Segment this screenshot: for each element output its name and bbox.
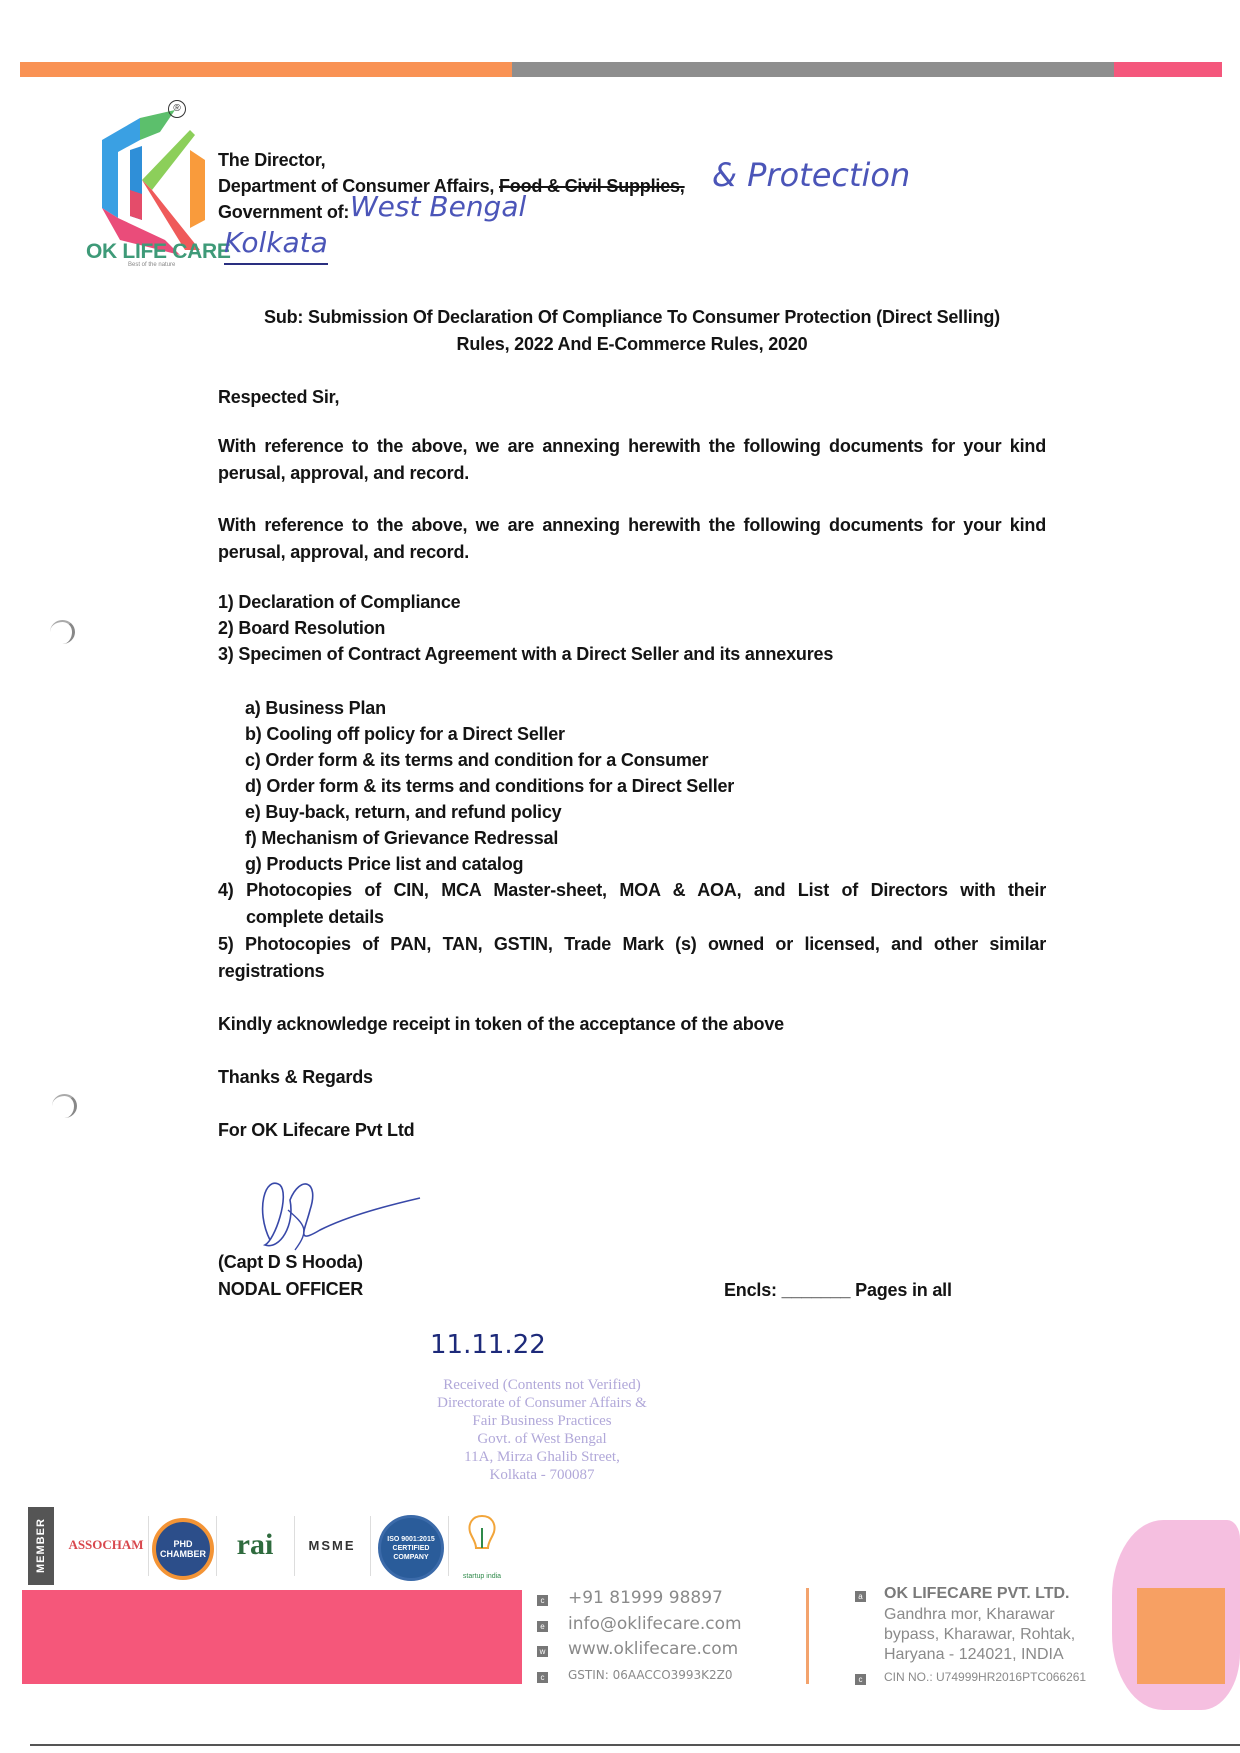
department-printed: Department of Consumer Affairs, (218, 176, 495, 196)
member-label: MEMBER (28, 1507, 54, 1585)
separator (448, 1516, 449, 1576)
footer-divider (806, 1588, 809, 1684)
punch-hole-mark (52, 1094, 77, 1118)
separator (294, 1516, 295, 1576)
sub-list-item: b) Cooling off policy for a Direct Seller (245, 724, 565, 744)
rai-logo: rai (236, 1528, 274, 1561)
signature-icon (250, 1170, 430, 1260)
separator (148, 1516, 149, 1576)
header-bar-pink (1114, 62, 1222, 77)
sub-list-item: f) Mechanism of Grievance Redressal (245, 828, 559, 848)
company-cin: CIN NO.: U74999HR2016PTC066261 (884, 1670, 1087, 1684)
web-icon: w (537, 1646, 548, 1657)
paragraph-1: With reference to the above, we are annexing herewith the following documents for your kind perusal, approval, and record. (218, 436, 1046, 483)
address-line: Gandhra mor, Kharawar (884, 1606, 1055, 1623)
handwritten-city: Kolkata (224, 226, 328, 265)
signatory-title: NODAL OFFICER (218, 1279, 364, 1299)
iso-certified-logo: ISO 9001:2015 CERTIFIED COMPANY (378, 1515, 444, 1581)
contact-email[interactable]: info@oklifecare.com (568, 1614, 742, 1634)
received-date-handwritten: 11.11.22 (430, 1330, 546, 1360)
header-bar-orange (20, 62, 512, 77)
handwritten-protection: & Protection (712, 156, 911, 194)
separator (216, 1516, 217, 1576)
phd-chamber-logo: PHD CHAMBER (152, 1518, 214, 1580)
startup-india-logo: startup india (462, 1573, 502, 1580)
cin-icon: c (855, 1674, 866, 1685)
list-item: 1) Declaration of Compliance (218, 592, 461, 612)
brand-tagline: Best of the nature (128, 262, 176, 268)
sub-list-item: c) Order form & its terms and condition for a Consumer (245, 750, 709, 770)
list-item-4-continued: complete details (246, 907, 384, 927)
for-company: For OK Lifecare Pvt Ltd (218, 1120, 415, 1140)
enclosures-blank: _______ (781, 1280, 851, 1300)
closing: Thanks & Regards (218, 1067, 373, 1087)
contact-website[interactable]: www.oklifecare.com (568, 1639, 739, 1659)
address-line: bypass, Kharawar, Rohtak, (884, 1626, 1076, 1643)
gstin-icon: c (537, 1672, 548, 1683)
msme-logo: MSME (308, 1537, 356, 1553)
registered-trademark-icon: ® (168, 100, 186, 118)
list-item-5-continued: registrations (218, 961, 325, 981)
header-bar-gray (512, 62, 1114, 77)
list-item-5: 5) Photocopies of PAN, TAN, GSTIN, Trade Mark (s) owned or licensed, and other similar (218, 934, 1046, 954)
subject-line-2: Rules, 2022 And E-Commerce Rules, 2020 (456, 334, 808, 354)
punch-hole-mark (50, 620, 75, 644)
contact-phone[interactable]: +91 81999 98897 (568, 1588, 723, 1608)
handwritten-state: West Bengal (350, 190, 527, 223)
company-name: OK LIFECARE PVT. LTD. (884, 1585, 1070, 1602)
salutation: Respected Sir, (218, 387, 340, 407)
address-line: Haryana - 124021, INDIA (884, 1646, 1064, 1663)
assocham-logo: ASSOCHAM (68, 1537, 144, 1552)
list-item: 2) Board Resolution (218, 618, 386, 638)
paragraph-2: With reference to the above, we are annexing herewith the following documents for your kind perusal, approval, and record. (218, 515, 1046, 562)
subject-line-1: Sub: Submission Of Declaration Of Compliance To Consumer Protection (Direct Selling) (264, 307, 1000, 327)
email-icon: e (537, 1621, 548, 1632)
sub-list-item: a) Business Plan (245, 698, 386, 718)
list-item-4: 4) Photocopies of CIN, MCA Master-sheet, MOA & AOA, and List of Directors with their (218, 880, 1046, 900)
received-stamp: Received (Contents not Verified) Directorate of Consumer Affairs & Fair Business Practices Govt. of West Bengal 11A, Mirza Ghalib Street, Kolkata - 700087 (437, 1377, 647, 1483)
contact-gstin: GSTIN: 06AACCO3993K2Z0 (568, 1668, 733, 1682)
sub-list-item: e) Buy-back, return, and refund policy (245, 802, 562, 822)
sub-list-item: d) Order form & its terms and conditions for a Direct Seller (245, 776, 735, 796)
signatory-name: (Capt D S Hooda) (218, 1252, 363, 1272)
department-struck: Food & Civil Supplies, (499, 176, 685, 196)
brand-name: OK LIFE CARE (86, 240, 231, 263)
decorative-square (1137, 1588, 1225, 1684)
address-icon: a (855, 1591, 866, 1602)
page-edge (30, 1744, 1240, 1746)
sub-list-item: g) Products Price list and catalog (245, 854, 524, 874)
addressee-line-1: The Director, (218, 150, 326, 170)
separator (370, 1516, 371, 1576)
list-item: 3) Specimen of Contract Agreement with a Direct Seller and its annexures (218, 644, 834, 664)
phone-icon: c (537, 1595, 548, 1606)
addressee-line-3: Government of: (218, 202, 350, 222)
enclosures: Encls: _______ Pages in all (724, 1280, 952, 1300)
bulb-icon (466, 1514, 498, 1560)
footer-pink-block (22, 1590, 522, 1684)
acknowledge-request: Kindly acknowledge receipt in token of the acceptance of the above (218, 1014, 784, 1034)
